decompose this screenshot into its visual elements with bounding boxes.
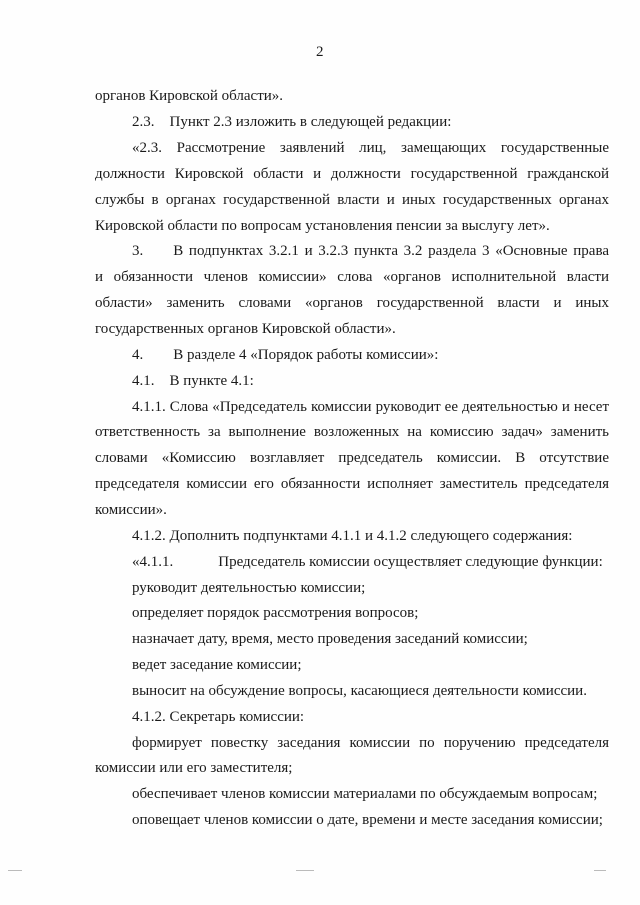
body-line: и обязанности членов комиссии» слова «органов исполнительной власти [95, 269, 609, 285]
scan-artifact [296, 870, 314, 871]
body-line: председателя комиссии его обязанности исполняет заместитель председателя [95, 476, 609, 492]
body-line: должности Кировской области и должности государственной гражданской [95, 166, 609, 182]
body-line: 4.1.2. Секретарь комиссии: [132, 709, 305, 725]
body-line: государственных органов Кировской области». [95, 321, 396, 337]
body-line: назначает дату, время, место проведения заседаний комиссии; [132, 631, 528, 647]
body-line: комиссии или его заместителя; [95, 760, 293, 776]
page-number: 2 [316, 44, 324, 60]
body-line: 4.1.2. Дополнить подпунктами 4.1.1 и 4.1.2 следующего содержания: [132, 528, 573, 544]
body-line: Кировской области по вопросам установления пенсии за выслугу лет». [95, 218, 550, 234]
body-line: «4.1.1. Председатель комиссии осуществляет следующие функции: [132, 554, 603, 570]
body-line: области» заменить словами «органов государственной власти и иных [95, 295, 609, 311]
body-line: формирует повестку заседания комиссии по поручению председателя [132, 735, 609, 751]
scan-artifact [8, 870, 22, 871]
body-line: ответственность за выполнение возложенных на комиссию задач» заменить [95, 424, 609, 440]
body-line: обеспечивает членов комиссии материалами по обсуждаемым вопросам; [132, 786, 598, 802]
body-line: органов Кировской области». [95, 88, 284, 104]
body-line: 4. В разделе 4 «Порядок работы комиссии»: [132, 347, 439, 363]
body-line: выносит на обсуждение вопросы, касающиеся деятельности комиссии. [132, 683, 587, 699]
body-line: 4.1. В пункте 4.1: [132, 373, 254, 389]
body-line: оповещает членов комиссии о дате, времени и месте заседания комиссии; [132, 812, 603, 828]
body-line: словами «Комиссию возглавляет председатель комиссии. В отсутствие [95, 450, 609, 466]
body-line: определяет порядок рассмотрения вопросов; [132, 605, 419, 621]
scan-artifact [594, 870, 606, 871]
body-line: руководит деятельностью комиссии; [132, 580, 366, 596]
body-line: «2.3. Рассмотрение заявлений лиц, замещающих государственные [132, 140, 609, 156]
body-line: 2.3. Пункт 2.3 изложить в следующей редакции: [132, 114, 452, 130]
body-line: службы в органах государственной власти и иных государственных органах [95, 192, 609, 208]
body-line: 3. В подпунктах 3.2.1 и 3.2.3 пункта 3.2 раздела 3 «Основные права [132, 243, 609, 259]
body-line: комиссии». [95, 502, 167, 518]
body-line: 4.1.1. Слова «Председатель комиссии руководит ее деятельностью и несет [132, 399, 609, 415]
body-line: ведет заседание комиссии; [132, 657, 302, 673]
